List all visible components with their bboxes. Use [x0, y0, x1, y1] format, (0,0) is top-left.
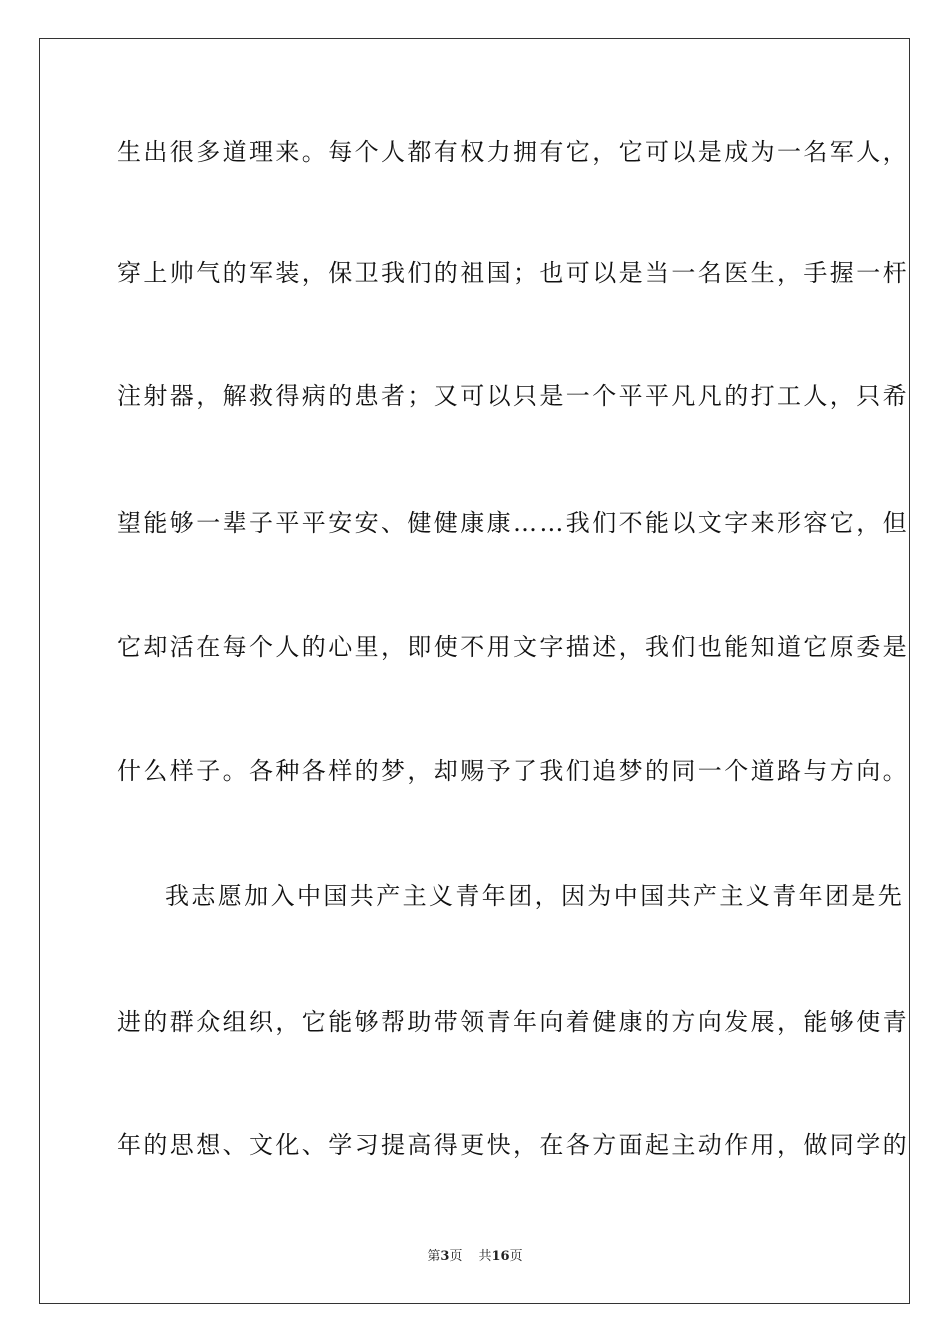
page-border — [39, 38, 910, 1304]
page-prefix: 第 — [427, 1249, 441, 1264]
body-text-line: 进的群众组织，它能够帮助带领青年向着健康的方向发展，能够使青 — [117, 1008, 909, 1036]
page-number: 3 — [440, 1249, 450, 1264]
body-text-line: 注射器，解救得病的患者；又可以只是一个平平凡凡的打工人，只希 — [117, 382, 909, 410]
body-text-line: 年的思想、文化、学习提高得更快，在各方面起主动作用，做同学的 — [117, 1131, 909, 1159]
body-text-line: 生出很多道理来。每个人都有权力拥有它，它可以是成为一名军人， — [117, 138, 909, 166]
page-footer — [0, 1248, 950, 1266]
total-pages: 16 — [491, 1249, 510, 1264]
total-prefix: 共 — [478, 1249, 492, 1264]
body-text-line: 什么样子。各种各样的梦，却赐予了我们追梦的同一个道路与方向。 — [117, 757, 909, 785]
page-suffix: 页 — [449, 1249, 463, 1264]
total-suffix: 页 — [509, 1249, 523, 1264]
body-text-line: 穿上帅气的军装，保卫我们的祖国；也可以是当一名医生，手握一杆 — [117, 259, 909, 287]
body-text-line: 它却活在每个人的心里，即使不用文字描述，我们也能知道它原委是 — [117, 633, 909, 661]
body-text-line: 望能够一辈子平平安安、健健康康……我们不能以文字来形容它，但 — [117, 509, 909, 537]
paragraph-first-line: 我志愿加入中国共产主义青年团，因为中国共产主义青年团是先 — [165, 882, 905, 910]
